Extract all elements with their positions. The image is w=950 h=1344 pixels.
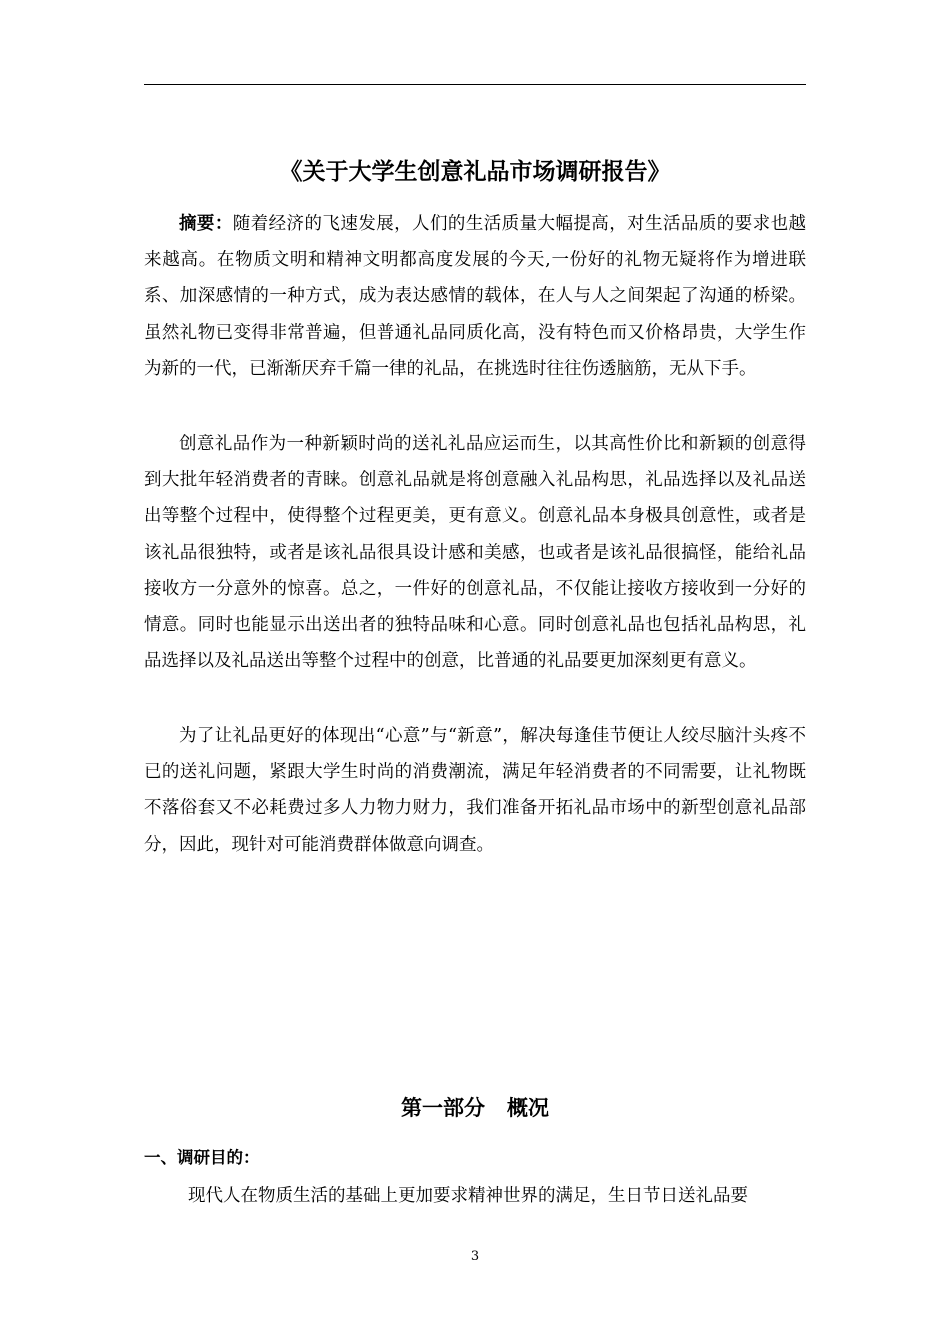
paragraph-research-goal: 现代人在物质生活的基础上更加要求精神世界的满足，生日节日送礼品要 [188,1186,748,1206]
document-title: 《关于大学生创意礼品市场调研报告》 [279,159,671,185]
abstract-label: 摘要： [179,214,233,234]
abstract-text: 随着经济的飞速发展，人们的生活质量大幅提高，对生活品质的要求也越来越高。在物质文明和精神文明都高度发展的今天,一份好的礼物无疑将作为增进联系、加深感情的一种方式，成为表达感情的载体，在人与人之间架起了沟通的桥梁。虽然礼物已变得非常普遍，但普通礼品同质化高，没有特色而又价格昂贵，大学生作为新的一代，已渐渐厌弃千篇一律的礼品，在挑选时往往伤透脑筋，无从下手。 [144,214,806,379]
abstract-paragraph [144,206,806,387]
section-title: 第一部分 概况 [401,1096,549,1120]
paragraph-creative-gifts: 创意礼品作为一种新颖时尚的送礼礼品应运而生，以其高性价比和新颖的创意得到大批年轻消费者的青睐。创意礼品就是将创意融入礼品构思，礼品选择以及礼品送出等整个过程中，使得整个过程更美，更有意义。创意礼品本身极具创意性，或者是该礼品很独特，或者是该礼品很具设计感和美感，也或者是该礼品很搞怪，能给礼品接收方一分意外的惊喜。总之，一件好的创意礼品，不仅能让接收方接收到一分好的情意。同时也能显示出送出者的独特品味和心意。同时创意礼品也包括礼品构思，礼品选择以及礼品送出等整个过程中的创意，比普通的礼品要更加深刻更有意义。 [144,434,806,672]
paragraph-survey-purpose: 为了让礼品更好的体现出“心意”与“新意”，解决每逢佳节便让人绞尽脑汁头疼不已的送礼问题，紧跟大学生时尚的消费潮流，满足年轻消费者的不同需要，让礼物既不落俗套又不必耗费过多人力物力财力，我们准备开拓礼品市场中的新型创意礼品部分，因此，现针对可能消费群体做意向调查。 [144,726,806,855]
subsection-heading: 一、调研目的： [144,1148,260,1167]
header-rule [144,84,806,85]
page-number: 3 [470,1249,480,1264]
